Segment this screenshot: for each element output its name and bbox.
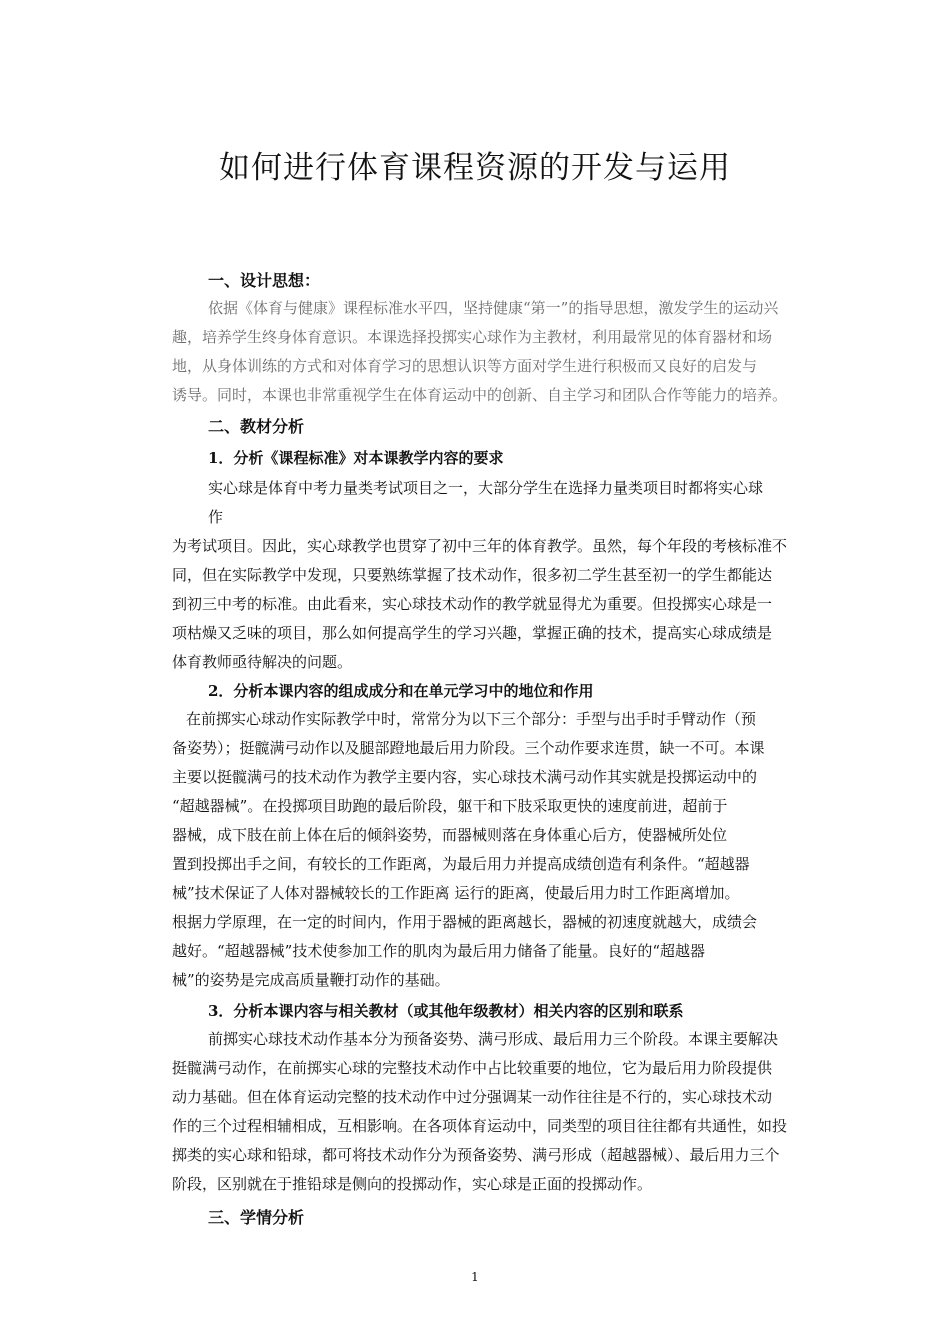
text-line: 诱导。同时，本课也非常重视学生在体育运动中的创新、自主学习和团队合作等能力的培养。 <box>172 386 788 404</box>
text-line: 在前掷实心球动作实际教学中时，常常分为以下三个部分：手型与出手时手臂动作（预 <box>186 710 757 728</box>
subsection-heading-3: 3．分析本课内容与相关教材（或其他年级教材）相关内容的区别和联系 <box>208 1002 684 1020</box>
paragraph-related-content <box>172 1025 836 1199</box>
text-line: 实心球是体育中考力量类考试项目之一，大部分学生在选择力量类项目时都将实心球 <box>208 479 764 497</box>
section-heading-design: 一、设计思想： <box>208 271 321 290</box>
text-line: 作 <box>208 508 224 526</box>
text-line: 项枯燥又乏味的项目，那么如何提高学生的学习兴趣，掌握正确的技术，提高实心球成绩是 <box>172 624 773 642</box>
text-line: 趣，培养学生终身体育意识。本课选择投掷实心球作为主教材，利用最常见的体育器材和场 <box>172 328 773 346</box>
text-line: 依据《体育与健康》课程标准水平四，坚持健康“第一”的指导思想，激发学生的运动兴 <box>208 299 779 317</box>
text-line: 挺髋满弓动作，在前掷实心球的完整技术动作中占比较重要的地位，它为最后用力阶段提供 <box>172 1059 773 1077</box>
text-line: 主要以挺髋满弓的技术动作为教学主要内容，实心球技术满弓动作其实就是投掷运动中的 <box>172 768 758 786</box>
text-line: 置到投掷出手之间，有较长的工作距离，为最后用力并提高成绩创造有利条件。“超越器 <box>172 855 750 873</box>
text-line: 械”技术保证了人体对器械较长的工作距离 运行的距离，使最后用力时工作距离增加。 <box>172 884 740 902</box>
text-line: 同，但在实际教学中发现，只要熟练掌握了技术动作，很多初二学生甚至初一的学生都能达 <box>172 566 773 584</box>
subsection-heading-2: 2．分析本课内容的组成成分和在单元学习中的地位和作用 <box>208 682 594 700</box>
paragraph-content-composition <box>172 705 836 995</box>
text-line: 为考试项目。因此，实心球教学也贯穿了初中三年的体育教学。虽然，每个年段的考核标准不 <box>172 537 788 555</box>
text-line: 掷类的实心球和铅球，都可将技术动作分为预备姿势、满弓形成（超越器械）、最后用力三个 <box>172 1146 780 1164</box>
text-line: 根据力学原理，在一定的时间内，作用于器械的距离越长，器械的初速度就越大，成绩会 <box>172 913 758 931</box>
section-heading-material: 二、教材分析 <box>208 417 305 436</box>
subsection-heading-1: 1．分析《课程标准》对本课教学内容的要求 <box>208 449 504 467</box>
text-line: 器械，成下肢在前上体在后的倾斜姿势，而器械则落在身体重心后方，使器械所处位 <box>172 826 728 844</box>
text-line: 械”的姿势是完成高质量鞭打动作的基础。 <box>172 971 450 989</box>
paragraph-design-thinking <box>172 294 836 410</box>
text-line: 地，从身体训练的方式和对体育学习的思想认识等方面对学生进行积极而又良好的启发与 <box>172 357 758 375</box>
text-line: “超越器械”。在投掷项目助跑的最后阶段，躯干和下肢采取更快的速度前进，超前于 <box>172 797 728 815</box>
text-line: 越好。“超越器械”技术使参加工作的肌肉为最后用力储备了能量。良好的“超越器 <box>172 942 706 960</box>
text-line: 前掷实心球技术动作基本分为预备姿势、满弓形成、最后用力三个阶段。本课主要解决 <box>208 1030 779 1048</box>
document-title: 如何进行体育课程资源的开发与运用 <box>219 150 731 186</box>
text-line: 动力基础。但在体育运动完整的技术动作中过分强调某一动作往往是不行的，实心球技术动 <box>172 1088 773 1106</box>
text-line: 备姿势）；挺髋满弓动作以及腿部蹬地最后用力阶段。三个动作要求连贯，缺一不可。本课 <box>172 739 765 757</box>
section-heading-student-analysis: 三、学情分析 <box>208 1208 305 1227</box>
text-line: 体育教师亟待解决的问题。 <box>172 653 353 671</box>
text-line: 阶段，区别就在于推铅球是侧向的投掷动作，实心球是正面的投掷动作。 <box>172 1175 653 1193</box>
text-line: 作的三个过程相辅相成，互相影响。在各项体育运动中，同类型的项目往往都有共通性，如投 <box>172 1117 788 1135</box>
page-number: 1 <box>471 1270 479 1284</box>
paragraph-standard-analysis <box>172 474 836 677</box>
text-line: 到初三中考的标准。由此看来，实心球技术动作的教学就显得尤为重要。但投掷实心球是一 <box>172 595 773 613</box>
